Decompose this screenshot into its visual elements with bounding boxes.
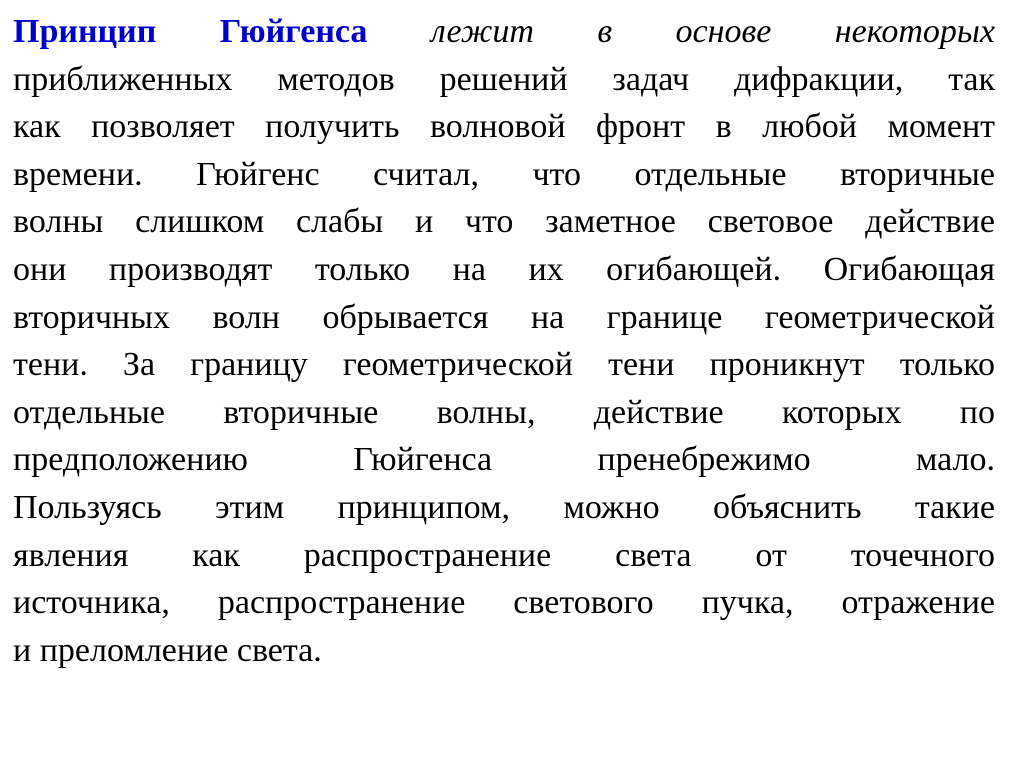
paragraph [13, 8, 995, 674]
text-line-4: времени. Гюйгенс считал, что отдельные вторичные [13, 155, 995, 193]
text-line-8: тени. За границу геометрической тени проникнут только [13, 346, 995, 384]
text-line-9: отдельные вторичные волны, действие которых по [13, 393, 995, 431]
text-line-6: они производят только на их огибающей. Огибающая [13, 250, 995, 288]
text-line-12: явления как распространение света от точечного [13, 536, 995, 574]
text-line-3: как позволяет получить волновой фронт в любой момент [13, 108, 995, 146]
text-line-10: предположению Гюйгенса пренебрежимо мало. [13, 441, 995, 479]
text-line-1-rest: лежит в основе некоторых [430, 13, 996, 50]
text-line-13: источника, распространение светового пучка, отражение [13, 584, 995, 622]
text-line-5: волны слишком слабы и что заметное световое действие [13, 203, 995, 241]
text-line-2: приближенных методов решений задач дифракции, так [13, 60, 995, 98]
text-line-7: вторичных волн обрывается на границе геометрической [13, 298, 995, 336]
term-huygens-principle: Принцип Гюйгенса [13, 13, 368, 50]
text-line-14: и преломление света. [13, 631, 322, 669]
text-line-1 [13, 8, 995, 56]
text-line-11: Пользуясь этим принципом, можно объяснить такие [13, 488, 995, 526]
